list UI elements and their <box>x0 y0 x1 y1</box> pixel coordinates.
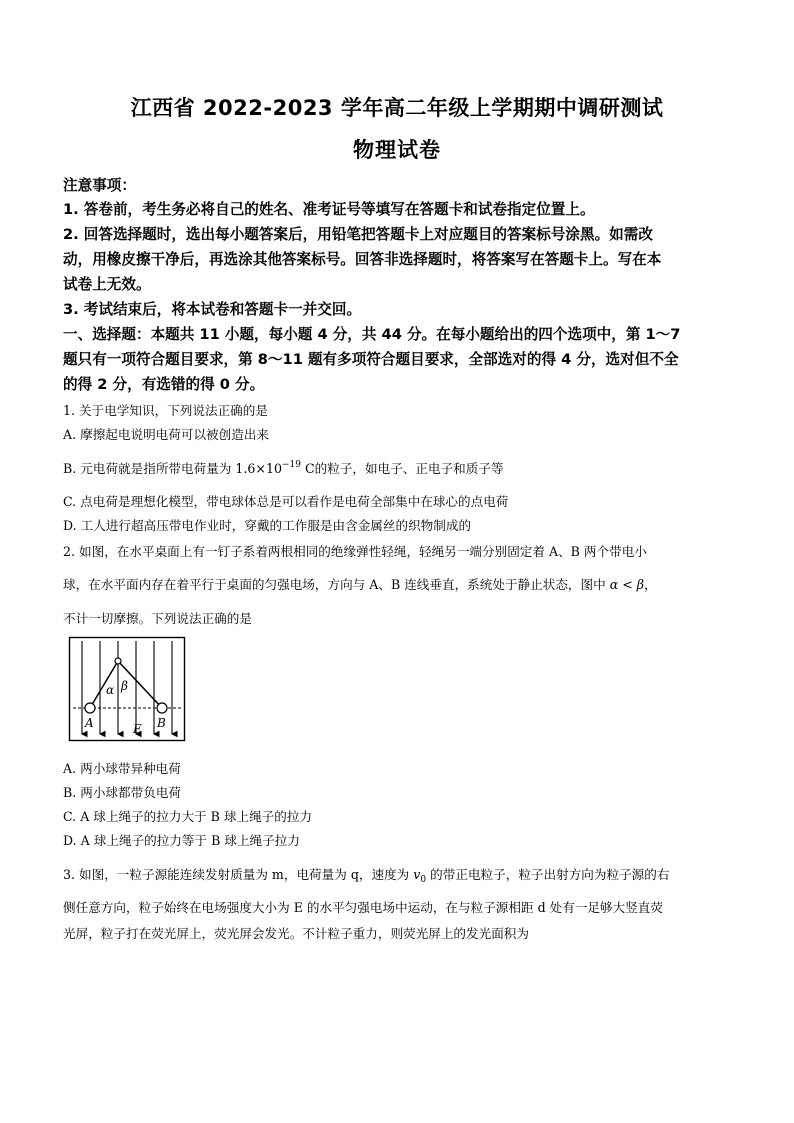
section-1-line-2: 题只有一项符合题目要求，第 8～11 题有多项符合题目要求，全部选对的得 4 分，选对但不全 <box>63 351 679 368</box>
q2-stem-line-3: 不计一切摩擦。下列说法正确的是 <box>63 611 252 626</box>
field-e-label: E <box>133 722 142 736</box>
angle-alpha-label: α <box>106 683 115 697</box>
q1-option-d: D. 工人进行超高压带电作业时，穿戴的工作服是由含金属丝的织物制成的 <box>63 518 472 533</box>
nail-icon <box>115 658 121 664</box>
q3-stem-line-2: 侧任意方向，粒子始终在电场强度大小为 E 的水平匀强电场中运动，在与粒子源相距 d 处有一足够大竖直荧 <box>63 900 663 915</box>
q2-option-d: D. A 球上绳子的拉力等于 B 球上绳子拉力 <box>63 833 300 848</box>
q3-velocity-symbol: v <box>413 867 421 882</box>
q2-figure <box>68 636 186 742</box>
notice-item-3: 3. 考试结束后，将本试卷和答题卡一并交回。 <box>63 301 362 318</box>
q2-option-c: C. A 球上绳子的拉力大于 B 球上绳子的拉力 <box>63 809 313 824</box>
ball-b-label: B <box>157 716 166 730</box>
q1-option-b-text-end: C的粒子，如电子、正电子和质子等 <box>301 461 504 476</box>
q3-velocity-subscript: 0 <box>420 875 427 885</box>
ball-a-icon <box>85 703 95 713</box>
q2-stem-line-2-end: ， <box>644 577 657 592</box>
q1-option-c: C. 点电荷是理想化模型，带电球体总是可以看作是电荷全部集中在球心的点电荷 <box>63 494 509 509</box>
section-1-line-1: 一、选择题：本题共 11 小题，每小题 4 分，共 44 分。在每小题给出的四个选项中，第 1～7 <box>63 326 681 343</box>
q3-stem-line-1-end: 的带正电粒子，粒子出射方向为粒子源的右 <box>426 867 670 882</box>
q3-stem-line-3: 光屏，粒子打在荧光屏上，荧光屏会发光。不计粒子重力，则荧光屏上的发光面积为 <box>63 926 529 941</box>
ball-a-label: A <box>85 716 94 730</box>
q3-stem-line-1 <box>63 864 669 885</box>
q1-option-b-text: B. 元电荷就是指所带电荷量为 1.6×10 <box>63 461 282 476</box>
q2-stem-line-1: 2. 如图，在水平桌面上有一钉子系着两根相同的绝缘弹性轻绳，轻绳另一端分别固定着 A、B 两个带电小 <box>63 544 647 559</box>
notice-item-1: 1. 答卷前，考生务必将自己的姓名、准考证号等填写在答题卡和试卷指定位置上。 <box>63 201 595 218</box>
q1-stem: 1. 关于电学知识，下列说法正确的是 <box>63 403 268 418</box>
q2-angle-relation: α < β <box>609 577 645 592</box>
q2-stem-line-2-text: 球，在水平面内存在着平行于桌面的匀强电场，方向与 A、B 连线垂直，系统处于静止状态，图中 <box>63 577 610 592</box>
q3-stem-line-1-text: 3. 如图，一粒子源能连续发射质量为 m，电荷量为 q，速度为 <box>63 867 414 882</box>
page-subtitle: 物理试卷 <box>353 138 441 162</box>
q2-option-a: A. 两小球带异种电荷 <box>63 761 181 776</box>
q2-stem-line-2 <box>63 574 657 593</box>
notice-item-2-line-3: 试卷上无效。 <box>63 276 151 293</box>
q1-option-b <box>63 458 504 477</box>
notice-item-2-line-1: 2. 回答选择题时，选出每小题答案后，用铅笔把答题卡上对应题目的答案标号涂黑。如需改 <box>63 226 653 243</box>
notice-heading: 注意事项： <box>63 177 136 194</box>
section-1-line-3: 的得 2 分，有选错的得 0 分。 <box>63 376 265 393</box>
angle-beta-label: β <box>121 679 128 693</box>
q1-option-a: A. 摩擦起电说明电荷可以被创造出来 <box>63 427 270 442</box>
page-title: 江西省 2022-2023 学年高二年级上学期期中调研测试 <box>130 96 664 120</box>
q1-option-b-exponent: −19 <box>282 460 301 470</box>
ball-b-icon <box>157 703 167 713</box>
notice-item-2-line-2: 动，用橡皮擦干净后，再选涂其他答案标号。回答非选择题时，将答案写在答题卡上。写在本 <box>63 251 662 268</box>
q2-option-b: B. 两小球都带负电荷 <box>63 785 182 800</box>
